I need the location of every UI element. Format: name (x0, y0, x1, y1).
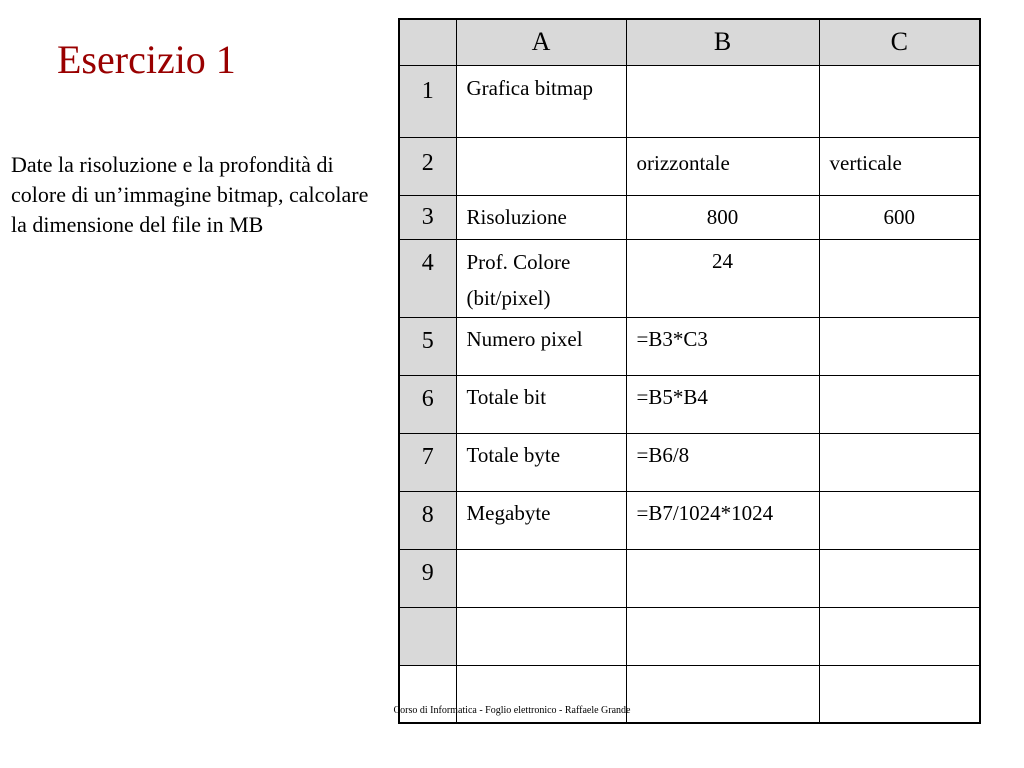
cell-a3[interactable]: Risoluzione (456, 195, 626, 239)
table-row (399, 491, 980, 549)
cell-b7[interactable]: =B6/8 (626, 433, 819, 491)
cell-b4[interactable]: 24 (626, 239, 819, 317)
cell-a1[interactable]: Grafica bitmap (456, 65, 626, 137)
row-header[interactable]: 9 (399, 549, 456, 607)
cell-a10[interactable] (456, 607, 626, 665)
row-header[interactable]: 7 (399, 433, 456, 491)
cell-b1[interactable] (626, 65, 819, 137)
slide-footer: Corso di Informatica - Foglio elettronico - Raffaele Grande (393, 705, 631, 716)
row-header[interactable]: 3 (399, 195, 456, 239)
row-header[interactable] (399, 607, 456, 665)
cell-c3[interactable]: 600 (819, 195, 980, 239)
table-row (399, 375, 980, 433)
cell-c8[interactable] (819, 491, 980, 549)
cell-b6[interactable]: =B5*B4 (626, 375, 819, 433)
table-row (399, 65, 980, 137)
row-header[interactable]: 6 (399, 375, 456, 433)
exercise-description: Date la risoluzione e la profondità di colore di un’immagine bitmap, calcolare la dimensione del file in MB (11, 152, 369, 237)
cell-b3[interactable]: 800 (626, 195, 819, 239)
cell-b2[interactable]: orizzontale (626, 137, 819, 195)
row-header[interactable]: 5 (399, 317, 456, 375)
row-header[interactable]: 1 (399, 65, 456, 137)
cell-c9[interactable] (819, 549, 980, 607)
cell-b5[interactable]: =B3*C3 (626, 317, 819, 375)
cell-a5[interactable]: Numero pixel (456, 317, 626, 375)
column-header-c[interactable]: C (819, 19, 980, 65)
cell-a6[interactable]: Totale bit (456, 375, 626, 433)
cell-b8[interactable]: =B7/1024*1024 (626, 491, 819, 549)
cell-a4[interactable]: Prof. Colore (bit/pixel) (456, 239, 626, 317)
slide-title: Esercizio 1 (57, 37, 236, 82)
table-row (399, 317, 980, 375)
spreadsheet-table (398, 18, 981, 724)
cell-c4[interactable] (819, 239, 980, 317)
cell-c10[interactable] (819, 607, 980, 665)
cell-a7[interactable]: Totale byte (456, 433, 626, 491)
cell-a8[interactable]: Megabyte (456, 491, 626, 549)
table-row (399, 239, 980, 317)
table-row (399, 137, 980, 195)
corner-header[interactable] (399, 19, 456, 65)
row-header[interactable]: 4 (399, 239, 456, 317)
cell-c1[interactable] (819, 65, 980, 137)
cell-c2[interactable]: verticale (819, 137, 980, 195)
column-header-b[interactable]: B (626, 19, 819, 65)
cell-c6[interactable] (819, 375, 980, 433)
cell-c5[interactable] (819, 317, 980, 375)
table-row (399, 549, 980, 607)
cell-b9[interactable] (626, 549, 819, 607)
row-header[interactable]: 2 (399, 137, 456, 195)
table-row (399, 607, 980, 665)
cell-c7[interactable] (819, 433, 980, 491)
table-row (399, 433, 980, 491)
cell-a9[interactable] (456, 549, 626, 607)
row-header[interactable]: 8 (399, 491, 456, 549)
cell-b10[interactable] (626, 607, 819, 665)
cell-a2[interactable] (456, 137, 626, 195)
table-row (399, 195, 980, 239)
column-header-a[interactable]: A (456, 19, 626, 65)
